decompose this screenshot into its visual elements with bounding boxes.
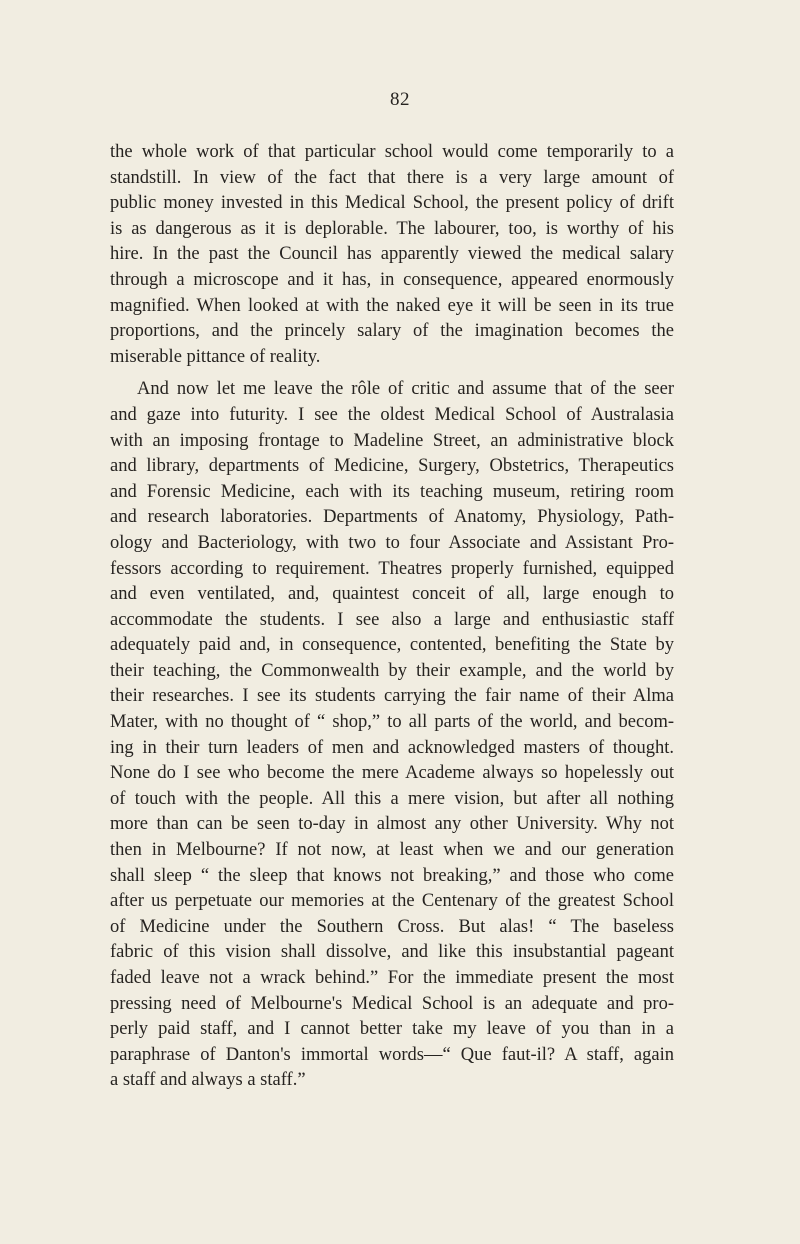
text-line: is as dangerous as it is deplorable. The labourer, too, is worthy of his	[110, 218, 674, 239]
text-line: through a microscope and it has, in consequence, appeared enormously	[110, 269, 674, 290]
text-line: public money invested in this Medical School, the present policy of drift	[110, 193, 674, 214]
text-line: a staff and always a staff.”	[110, 1070, 306, 1091]
text-line: adequately paid and, in consequence, contented, benefiting the State by	[110, 635, 674, 656]
text-line: their researches. I see its students carrying the fair name of their Alma	[110, 686, 674, 707]
paragraph-2	[110, 377, 674, 1094]
text-line: shall sleep “ the sleep that knows not breaking,” and those who come	[110, 865, 674, 886]
text-line: and library, departments of Medicine, Surgery, Obstetrics, Therapeutics	[110, 456, 674, 477]
text-line: fessors according to requirement. Theatres properly furnished, equipped	[110, 558, 674, 579]
text-line: the whole work of that particular school would come temporarily to a	[110, 142, 674, 162]
text-line: their teaching, the Commonwealth by their example, and the world by	[110, 660, 674, 681]
text-line: of Medicine under the Southern Cross. But alas! “ The baseless	[110, 916, 674, 937]
text-line: then in Melbourne? If not now, at least when we and our generation	[110, 840, 674, 861]
text-line: and gaze into futurity. I see the oldest Medical School of Australasia	[110, 404, 674, 425]
text-line: ing in their turn leaders of men and acknowledged masters of thought.	[110, 737, 674, 758]
text-line: after us perpetuate our memories at the Centenary of the greatest School	[110, 891, 674, 912]
text-line: with an imposing frontage to Madeline Street, an administrative block	[110, 430, 674, 451]
text-line: and research laboratories. Departments of Anatomy, Physiology, Path-	[110, 507, 674, 528]
paragraph-1	[110, 140, 674, 370]
text-line: And now let me leave the rôle of critic and assume that of the seer	[137, 379, 674, 400]
text-line: fabric of this vision shall dissolve, and like this insubstantial pageant	[110, 942, 674, 963]
text-line: hire. In the past the Council has apparently viewed the medical salary	[110, 244, 674, 265]
text-line: None do I see who become the mere Academe always so hopelessly out	[110, 763, 674, 784]
text-line: standstill. In view of the fact that there is a very large amount of	[110, 167, 674, 188]
text-line: and Forensic Medicine, each with its teaching museum, retiring room	[110, 481, 674, 502]
text-line: perly paid staff, and I cannot better take my leave of you than in a	[110, 1019, 674, 1040]
text-line: accommodate the students. I see also a large and enthusiastic staff	[110, 609, 674, 630]
text-line: more than can be seen to-day in almost any other University. Why not	[110, 814, 674, 835]
text-line: miserable pittance of reality.	[110, 346, 321, 367]
text-line: of touch with the people. All this a mere vision, but after all nothing	[110, 788, 674, 809]
text-line: paraphrase of Danton's immortal words—“ Que faut-il? A staff, again	[110, 1044, 674, 1065]
text-line: ology and Bacteriology, with two to four Associate and Assistant Pro-	[110, 532, 674, 553]
text-line: faded leave not a wrack behind.” For the immediate present the most	[110, 968, 674, 988]
text-line: Mater, with no thought of “ shop,” to all parts of the world, and becom-	[110, 712, 674, 733]
paragraph-spacer	[110, 370, 674, 377]
body-text	[110, 140, 674, 1094]
text-line: and even ventilated, and, quaintest conceit of all, large enough to	[110, 584, 674, 605]
text-line: pressing need of Melbourne's Medical School is an adequate and pro-	[110, 993, 674, 1014]
text-line: magnified. When looked at with the naked eye it will be seen in its true	[110, 295, 674, 316]
text-line: proportions, and the princely salary of the imagination becomes the	[110, 321, 674, 342]
page-number: 82	[390, 89, 410, 110]
